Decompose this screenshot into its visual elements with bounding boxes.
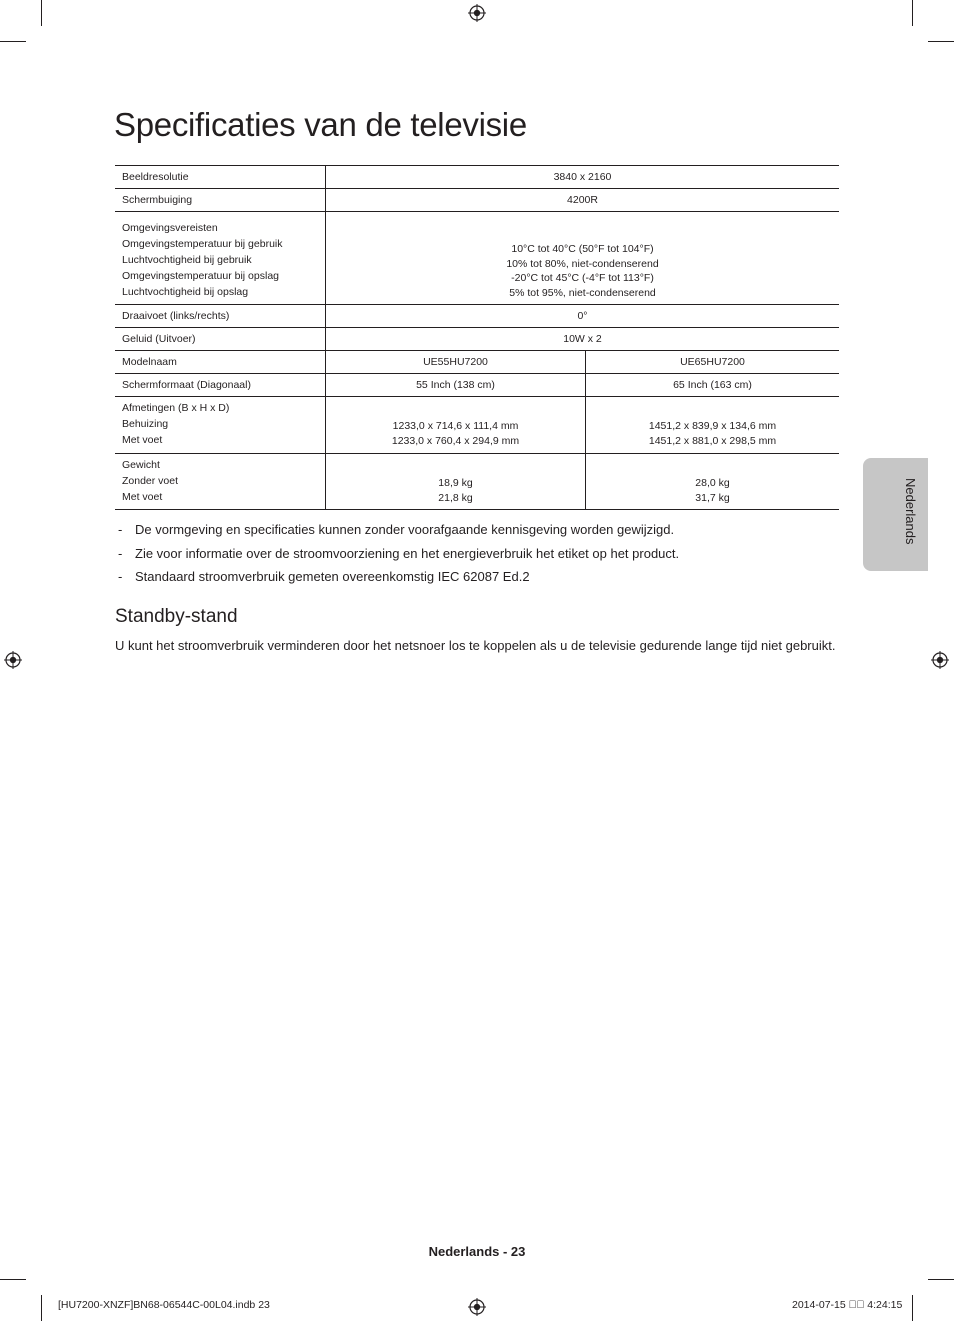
value-line: 5% tot 95%, niet-condenserend <box>509 286 656 299</box>
value-line: 31,7 kg <box>695 491 730 504</box>
label-line: Omgevingsvereisten <box>122 222 218 234</box>
value-line: -20°C tot 45°C (-4°F tot 113°F) <box>511 272 654 284</box>
value-line: 21,8 kg <box>438 491 473 504</box>
table-row <box>115 374 839 397</box>
table-row <box>115 212 839 305</box>
note-text: Standaard stroomverbruik gemeten overeenkomstig IEC 62087 Ed.2 <box>135 569 530 584</box>
row-label: Beeldresolutie <box>115 166 326 189</box>
row-value <box>586 397 840 454</box>
table-row <box>115 189 839 212</box>
label-line: Luchtvochtigheid bij gebruik <box>122 254 252 266</box>
bullet-dash: - <box>118 569 123 584</box>
registration-mark-icon <box>468 4 486 22</box>
crop-mark <box>41 0 42 26</box>
registration-mark-icon <box>468 1298 486 1316</box>
page-title: Specificaties van de televisie <box>114 106 527 143</box>
row-label <box>115 212 326 305</box>
value-line: 18,9 kg <box>438 477 473 489</box>
language-side-tab <box>863 458 928 571</box>
value-line: 1233,0 x 760,4 x 294,9 mm <box>391 434 520 447</box>
table-row <box>115 166 839 189</box>
section-paragraph: U kunt het stroomverbruik verminderen door het netsnoer los te koppelen als u de televisie gedurende lange tijd niet gebruikt. <box>115 638 836 653</box>
row-value: UE55HU7200 <box>326 351 586 374</box>
table-row <box>115 454 839 510</box>
row-value <box>326 454 586 510</box>
row-value: 0° <box>326 305 840 328</box>
row-label: Draaivoet (links/rechts) <box>115 305 326 328</box>
crop-mark <box>0 41 26 42</box>
value-line: 1451,2 x 881,0 x 298,5 mm <box>648 434 777 447</box>
label-line: Omgevingstemperatuur bij opslag <box>122 270 279 282</box>
row-label: Geluid (Uitvoer) <box>115 328 326 351</box>
table-row <box>115 351 839 374</box>
list-item <box>115 568 679 592</box>
registration-mark-icon <box>4 651 22 669</box>
note-text: Zie voor informatie over de stroomvoorziening en het energieverbruik het etiket op het product. <box>135 545 680 561</box>
crop-mark <box>928 1279 954 1280</box>
row-value <box>586 454 840 510</box>
notes-list <box>115 521 679 592</box>
row-label: Modelnaam <box>115 351 326 374</box>
crop-mark <box>912 1295 913 1321</box>
table-row <box>115 397 839 454</box>
crop-mark <box>928 41 954 42</box>
print-footer-right: 2014-07-15 ￿￿ 4:24:15 <box>792 1299 903 1311</box>
row-value: 55 Inch (138 cm) <box>326 374 586 397</box>
value-line: 10°C tot 40°C (50°F tot 104°F) <box>511 243 654 255</box>
label-line: Zonder voet <box>122 475 179 487</box>
value-line: 28,0 kg <box>695 477 730 489</box>
row-value: 4200R <box>326 189 840 212</box>
value-line: 1451,2 x 839,9 x 134,6 mm <box>648 420 777 432</box>
table-row <box>115 305 839 328</box>
row-value: UE65HU7200 <box>586 351 840 374</box>
side-tab-label: Nederlands <box>903 478 918 545</box>
row-value: 3840 x 2160 <box>326 166 840 189</box>
bullet-dash: - <box>118 522 123 537</box>
row-label: Schermformaat (Diagonaal) <box>115 374 326 397</box>
table-row <box>115 328 839 351</box>
row-value: 10W x 2 <box>326 328 840 351</box>
row-label <box>115 454 326 510</box>
print-footer-left: [HU7200-XNZF]BN68-06544C-00L04.indb 23 <box>58 1299 270 1311</box>
crop-mark <box>41 1295 42 1321</box>
list-item <box>115 545 679 569</box>
value-line: 10% tot 80%, niet-condenserend <box>506 257 659 270</box>
crop-mark <box>0 1279 26 1280</box>
bullet-dash: - <box>118 545 123 561</box>
row-value: 65 Inch (163 cm) <box>586 374 840 397</box>
row-value <box>326 397 586 454</box>
label-line: Met voet <box>122 434 163 446</box>
value-line: 1233,0 x 714,6 x 111,4 mm <box>392 420 519 432</box>
label-line: Behuizing <box>122 418 169 430</box>
label-line: Luchtvochtigheid bij opslag <box>122 286 249 298</box>
crop-mark <box>912 0 913 26</box>
label-line: Gewicht <box>122 459 160 471</box>
row-value <box>326 212 840 305</box>
label-line: Omgevingstemperatuur bij gebruik <box>122 238 283 250</box>
registration-mark-icon <box>931 651 949 669</box>
row-label <box>115 397 326 454</box>
section-heading: Standby-stand <box>115 606 238 627</box>
label-line: Afmetingen (B x H x D) <box>122 402 230 414</box>
list-item <box>115 521 679 545</box>
label-line: Met voet <box>122 491 163 503</box>
page-number: Nederlands - 23 <box>428 1244 526 1259</box>
row-label: Schermbuiging <box>115 189 326 212</box>
note-text: De vormgeving en specificaties kunnen zonder voorafgaande kennisgeving worden gewijzigd. <box>135 522 675 537</box>
spec-table <box>115 165 839 510</box>
